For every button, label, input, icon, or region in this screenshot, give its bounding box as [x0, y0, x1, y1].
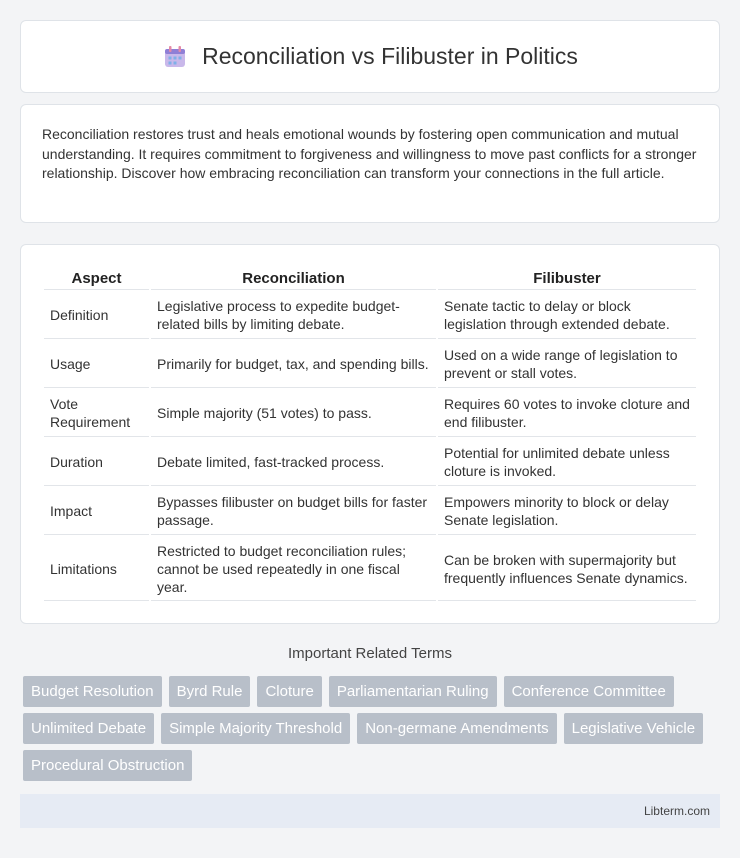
footer	[20, 794, 720, 828]
cell-filibuster: Used on a wide range of legislation to prevent or stall votes.	[438, 341, 696, 388]
cell-reconciliation: Restricted to budget reconciliation rules; cannot be used repeatedly in one fiscal year.	[151, 537, 436, 601]
table-row	[44, 488, 696, 535]
cell-aspect: Duration	[44, 439, 149, 486]
cell-aspect: Vote Requirement	[44, 390, 149, 437]
table-row	[44, 439, 696, 486]
comparison-table	[42, 263, 698, 603]
table-row	[44, 292, 696, 339]
cell-aspect: Usage	[44, 341, 149, 388]
cell-filibuster: Senate tactic to delay or block legislation through extended debate.	[438, 292, 696, 339]
footer-brand-link[interactable]: Libterm.com	[643, 804, 710, 818]
cell-aspect: Definition	[44, 292, 149, 339]
term-tag[interactable]: Procedural Obstruction	[23, 750, 192, 781]
term-tag[interactable]: Conference Committee	[504, 676, 674, 707]
cell-reconciliation: Bypasses filibuster on budget bills for faster passage.	[151, 488, 436, 535]
header-filibuster: Filibuster	[438, 265, 696, 290]
title-card	[20, 20, 720, 93]
term-tag[interactable]: Non-germane Amendments	[357, 713, 556, 744]
term-tag[interactable]: Parliamentarian Ruling	[329, 676, 497, 707]
term-tag[interactable]: Simple Majority Threshold	[161, 713, 350, 744]
table-row	[44, 537, 696, 601]
calendar-icon	[162, 44, 188, 70]
intro-text: Reconciliation restores trust and heals emotional wounds by fostering open communication and mutual understanding. It requires commitment to forgiveness and willingness to move past conflicts for a stronger relationship. Discover how embracing reconciliation can transform your connections in the full article.	[42, 126, 697, 181]
related-terms-list	[23, 676, 723, 787]
term-tag[interactable]: Budget Resolution	[23, 676, 162, 707]
cell-reconciliation: Simple majority (51 votes) to pass.	[151, 390, 436, 437]
cell-filibuster: Can be broken with supermajority but frequently influences Senate dynamics.	[438, 537, 696, 601]
table-header-row	[44, 265, 696, 290]
cell-aspect: Limitations	[44, 537, 149, 601]
page-title: Reconciliation vs Filibuster in Politics	[202, 43, 578, 69]
header-aspect: Aspect	[44, 265, 149, 290]
table-row	[44, 341, 696, 388]
cell-reconciliation: Primarily for budget, tax, and spending bills.	[151, 341, 436, 388]
table-row	[44, 390, 696, 437]
term-tag[interactable]: Legislative Vehicle	[564, 713, 703, 744]
term-tag[interactable]: Byrd Rule	[169, 676, 251, 707]
cell-filibuster: Requires 60 votes to invoke cloture and end filibuster.	[438, 390, 696, 437]
term-tag[interactable]: Cloture	[257, 676, 321, 707]
cell-reconciliation: Debate limited, fast-tracked process.	[151, 439, 436, 486]
cell-reconciliation: Legislative process to expedite budget-related bills by limiting debate.	[151, 292, 436, 339]
comparison-card	[20, 244, 720, 624]
cell-aspect: Impact	[44, 488, 149, 535]
cell-filibuster: Potential for unlimited debate unless cloture is invoked.	[438, 439, 696, 486]
intro-card	[20, 104, 720, 223]
cell-filibuster: Empowers minority to block or delay Senate legislation.	[438, 488, 696, 535]
term-tag[interactable]: Unlimited Debate	[23, 713, 154, 744]
related-terms-title: Important Related Terms	[288, 645, 452, 662]
header-reconciliation: Reconciliation	[151, 265, 436, 290]
